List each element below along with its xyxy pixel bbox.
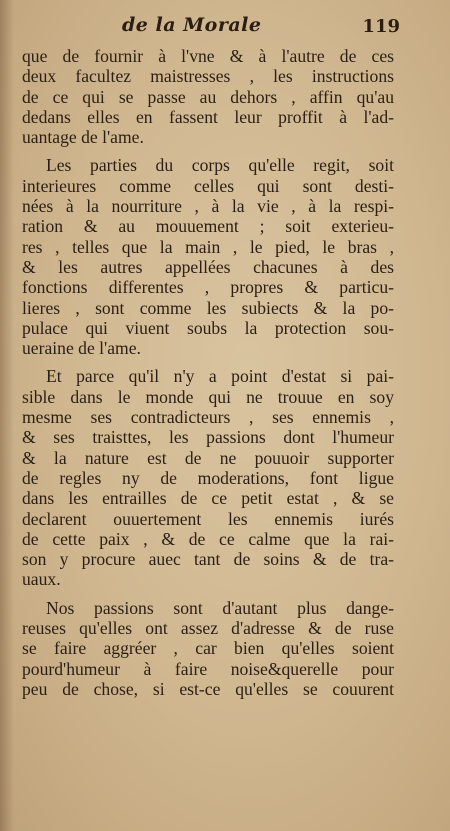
- page-header: [0, 14, 450, 44]
- text-line: Nos passions sont d'autant plus dange-: [46, 597, 394, 618]
- text-line: dedans elles en fassent leur proffit à l'ad-: [22, 106, 394, 127]
- paragraph-2: [22, 155, 394, 358]
- text-line: declarent ouuertement les ennemis iurés: [22, 508, 394, 529]
- text-line: lieres , sont comme les subiects & la po-: [22, 297, 394, 318]
- text-line: ration & au mouuement ; soit exterieu-: [22, 216, 394, 237]
- text-line: sible dans le monde qui ne trouue en soy: [22, 386, 394, 407]
- text-line: & ses traisttes, les passions dont l'humeur: [22, 427, 394, 448]
- page-gutter-shadow: [0, 0, 14, 831]
- paragraph-3: [22, 366, 394, 589]
- text-line: uantage de l'ame.: [22, 127, 144, 148]
- text-line: de cette paix , & de ce calme que la rai-: [22, 528, 394, 549]
- text-line: Les parties du corps qu'elle regit, soit: [46, 155, 394, 176]
- text-line: de regles ny de moderations, font ligue: [22, 467, 394, 488]
- text-line: se faire aggréer , car bien qu'elles soient: [22, 638, 394, 659]
- text-line: interieures comme celles qui sont desti-: [22, 175, 394, 196]
- paragraph-gap: [22, 147, 394, 155]
- text-line: res , telles que la main , le pied, le bras ,: [22, 236, 394, 257]
- text-line: deux facultez maistresses , les instructions: [22, 66, 394, 87]
- text-line: dans les entrailles de ce petit estat , & se: [22, 488, 394, 509]
- text-line: de ce qui se passe au dehors , affin qu'au: [22, 86, 394, 107]
- text-line: mesme ses contradicteurs , ses ennemis ,: [22, 407, 394, 428]
- paragraph-1: [22, 46, 394, 147]
- body-text: [22, 46, 394, 699]
- paragraph-gap: [22, 358, 394, 366]
- text-line: uaux.: [22, 569, 61, 590]
- text-line: pulace qui viuent soubs la protection sou-: [22, 317, 394, 338]
- text-line: reuses qu'elles ont assez d'adresse & de ruse: [22, 618, 394, 639]
- text-line: ueraine de l'ame.: [22, 338, 141, 359]
- text-line: que de fournir à l'vne & à l'autre de ces: [22, 46, 394, 66]
- running-head: de la Morale: [122, 14, 262, 36]
- text-line: & les autres appellées chacunes à des: [22, 256, 394, 277]
- text-line: & la nature est de ne pouuoir supporter: [22, 447, 394, 468]
- page-number: 119: [362, 16, 400, 37]
- text-line: son y procure auec tant de soins & de tra-: [22, 549, 394, 570]
- text-line: peu de chose, si est-ce qu'elles se couurent: [22, 678, 394, 699]
- paragraph-gap: [22, 590, 394, 598]
- text-line: Et parce qu'il n'y a point d'estat si pai-: [46, 366, 394, 387]
- text-line: fonctions differentes , propres & particu-: [22, 277, 394, 298]
- text-line: nées à la nourriture , à la vie , à la respi-: [22, 196, 394, 217]
- text-line: pourd'humeur à faire noise&querelle pour: [22, 658, 394, 679]
- paragraph-4: [22, 598, 394, 699]
